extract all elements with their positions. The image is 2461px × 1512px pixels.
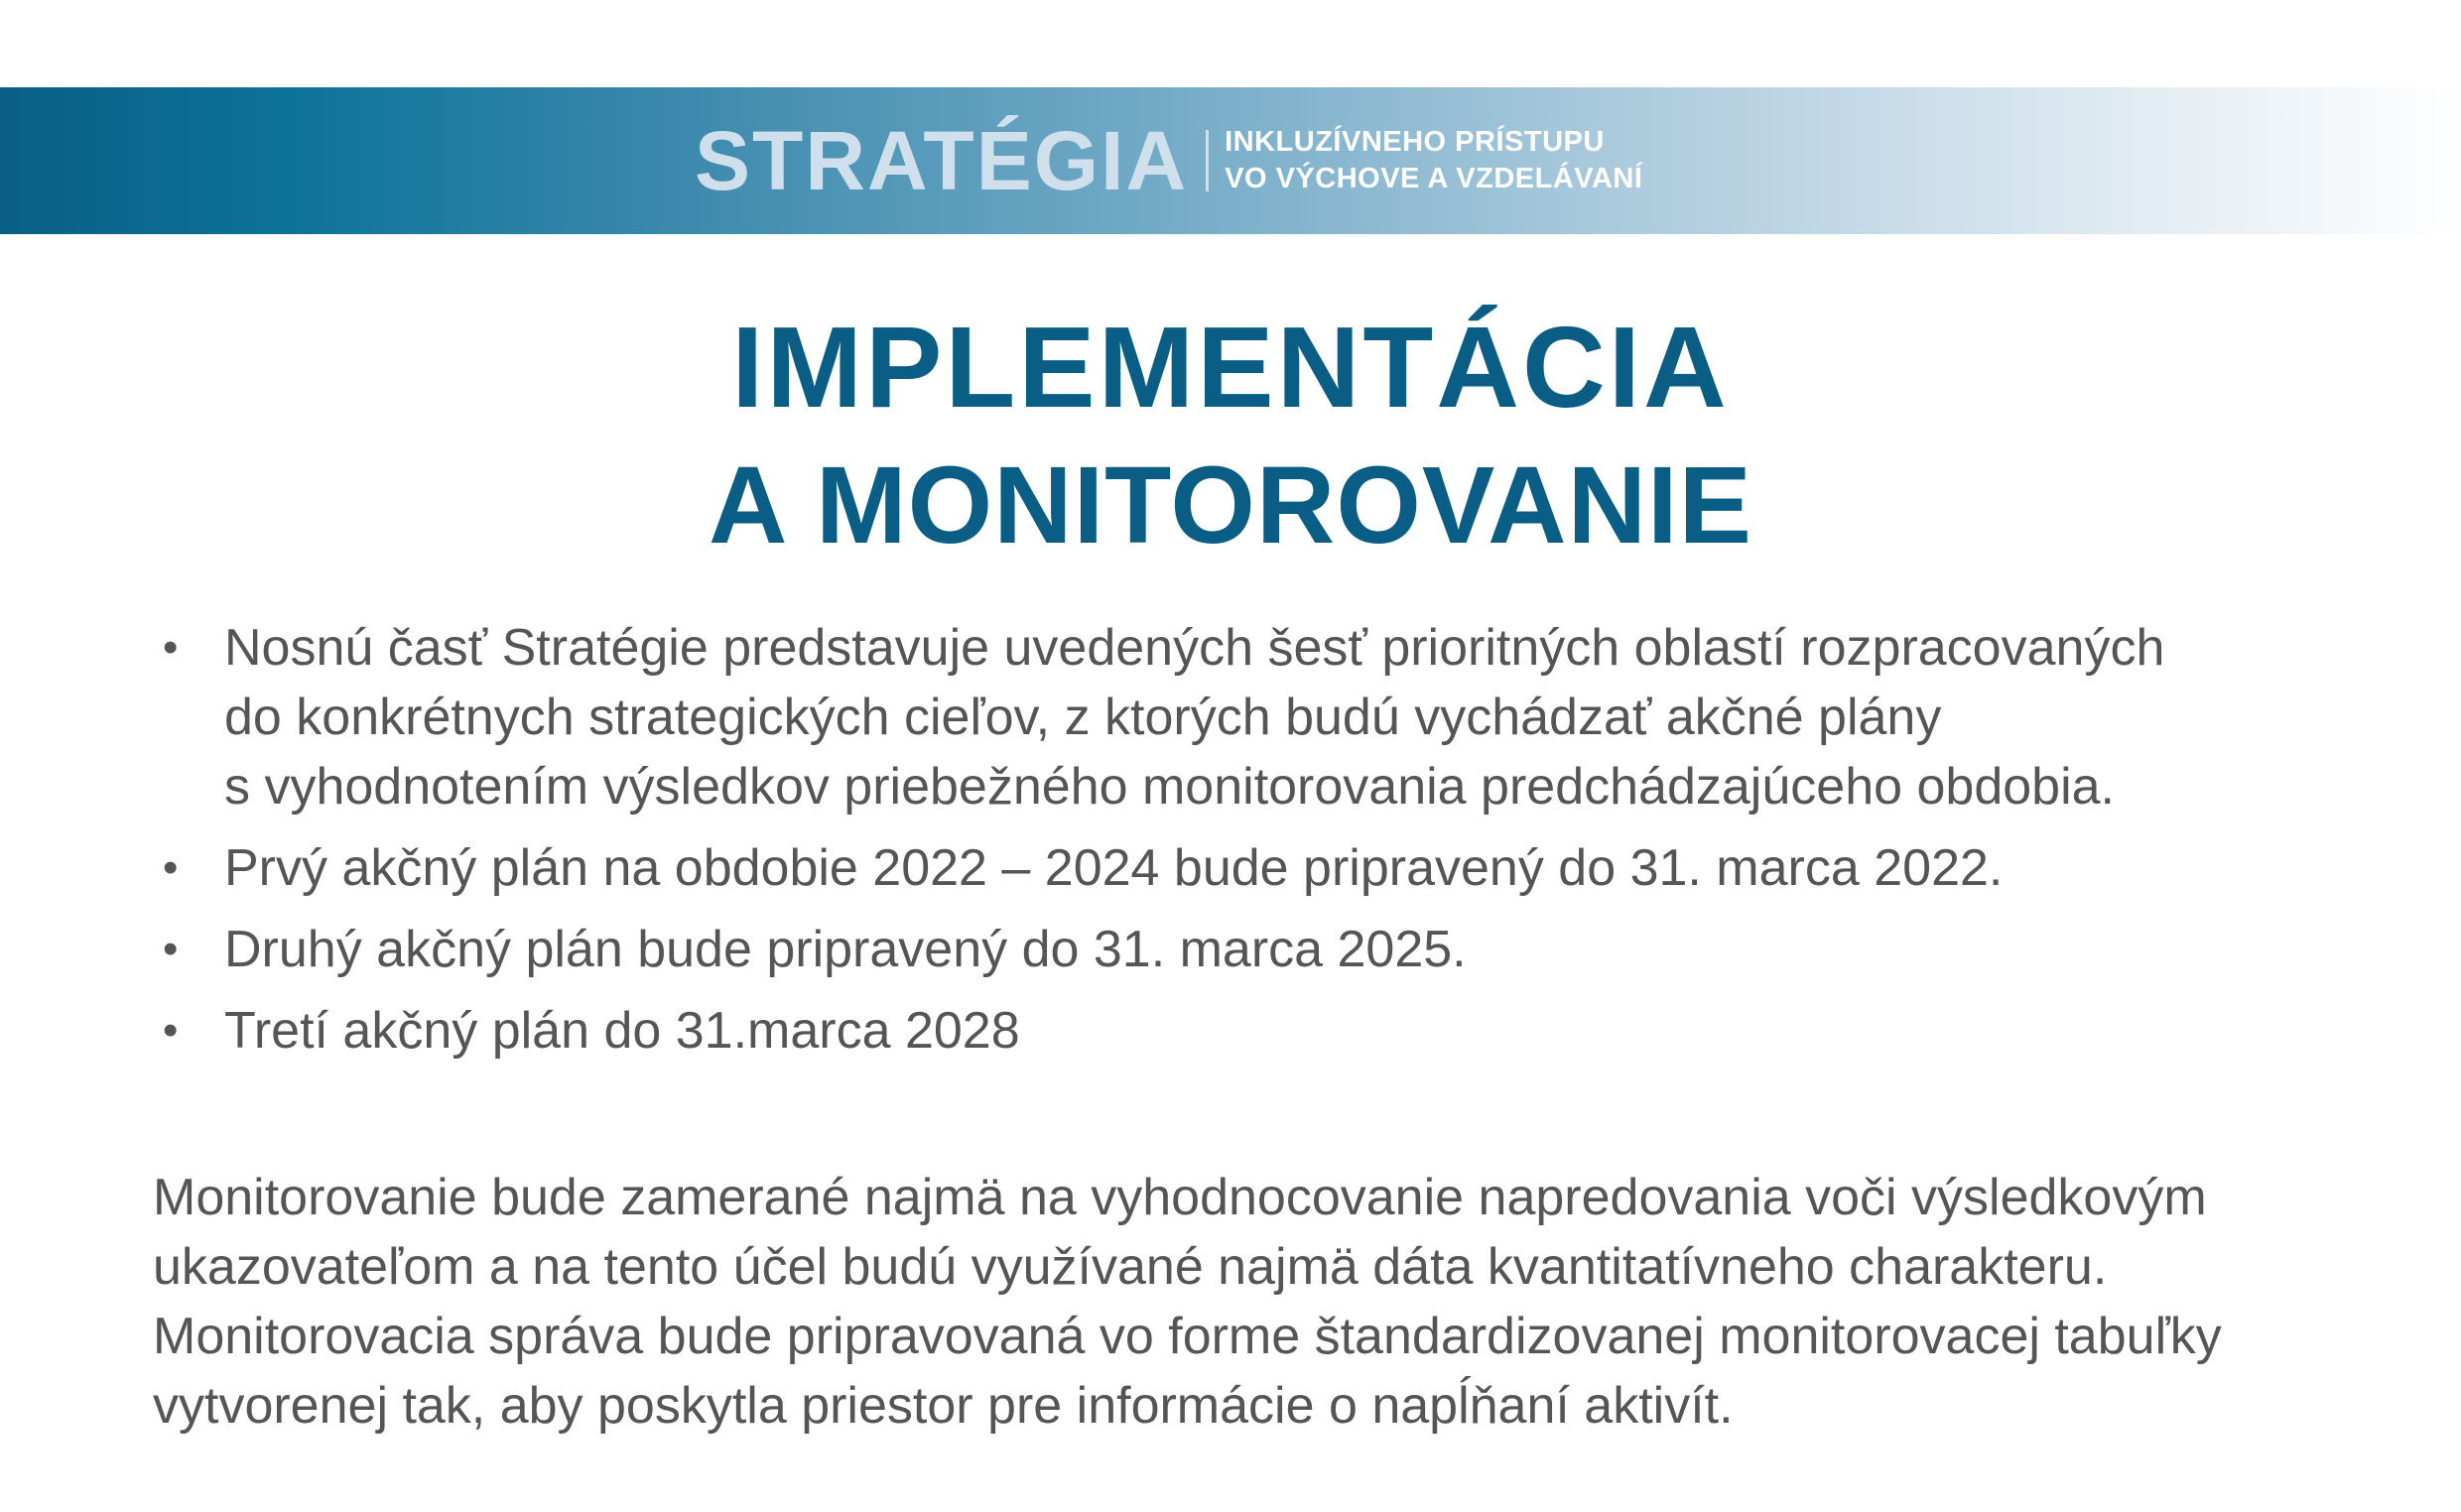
bullet-line: s vyhodnotením výsledkov priebežného monitorovania predchádzajúceho obdobia. — [224, 758, 2116, 816]
bullet-line: Tretí akčný plán do 31.marca 2028 — [224, 1002, 1020, 1060]
brand-subtitle-line-2: VO VÝCHOVE A VZDELÁVANÍ — [1225, 163, 1643, 194]
bullet-icon: • — [163, 925, 179, 973]
paragraph-line: Monitorovacia správa bude pripravovaná vo forme štandardizovanej monitorovacej tabuľky — [153, 1308, 2222, 1365]
page-title-line-1: IMPLEMENTÁCIA — [731, 303, 1730, 432]
paragraph-line: Monitorovanie bude zamerané najmä na vyhodnocovanie napredovania voči výsledkovým — [153, 1169, 2207, 1226]
bullet-line: Druhý akčný plán bude pripravený do 31. marca 2025. — [224, 921, 1467, 978]
bullet-icon: • — [163, 843, 179, 892]
bullet-item — [159, 915, 2322, 984]
brand-title: STRATÉGIA — [695, 114, 1189, 207]
page-title-line-2: A MONITOROVANIE — [709, 444, 1752, 567]
bullet-item — [159, 613, 2322, 821]
bullet-item — [159, 833, 2322, 903]
bullet-item — [159, 996, 2322, 1066]
bullet-text — [224, 915, 2322, 984]
page-title — [0, 298, 2461, 575]
paragraph-line: ukazovateľom a na tento účel budú využívané najmä dáta kvantitatívneho charakteru. — [153, 1238, 2108, 1296]
bullet-text — [224, 833, 2322, 903]
bullet-text — [224, 613, 2322, 821]
header-banner — [0, 87, 2461, 234]
bullet-icon: • — [163, 1006, 179, 1055]
bullet-list — [159, 613, 2322, 1077]
bullet-line: Nosnú časť Stratégie predstavuje uvedených šesť prioritných oblastí rozpracovaných — [224, 619, 2165, 677]
bullet-line: do konkrétnych strategických cieľov, z ktorých budú vychádzať akčné plány — [224, 689, 1942, 746]
brand-subtitle-line-1: INKLUZÍVNEHO PRÍSTUPU — [1225, 126, 1605, 158]
monitoring-paragraph — [153, 1163, 2336, 1441]
paragraph-line: vytvorenej tak, aby poskytla priestor pre informácie o napĺňaní aktivít. — [153, 1377, 1734, 1435]
bullet-line: Prvý akčný plán na obdobie 2022 – 2024 bude pripravený do 31. marca 2022. — [224, 839, 2004, 897]
bullet-icon: • — [163, 623, 179, 672]
banner-brand — [695, 87, 1642, 234]
brand-divider — [1206, 130, 1209, 191]
brand-subtitle — [1225, 124, 1642, 197]
bullet-text — [224, 996, 2322, 1066]
